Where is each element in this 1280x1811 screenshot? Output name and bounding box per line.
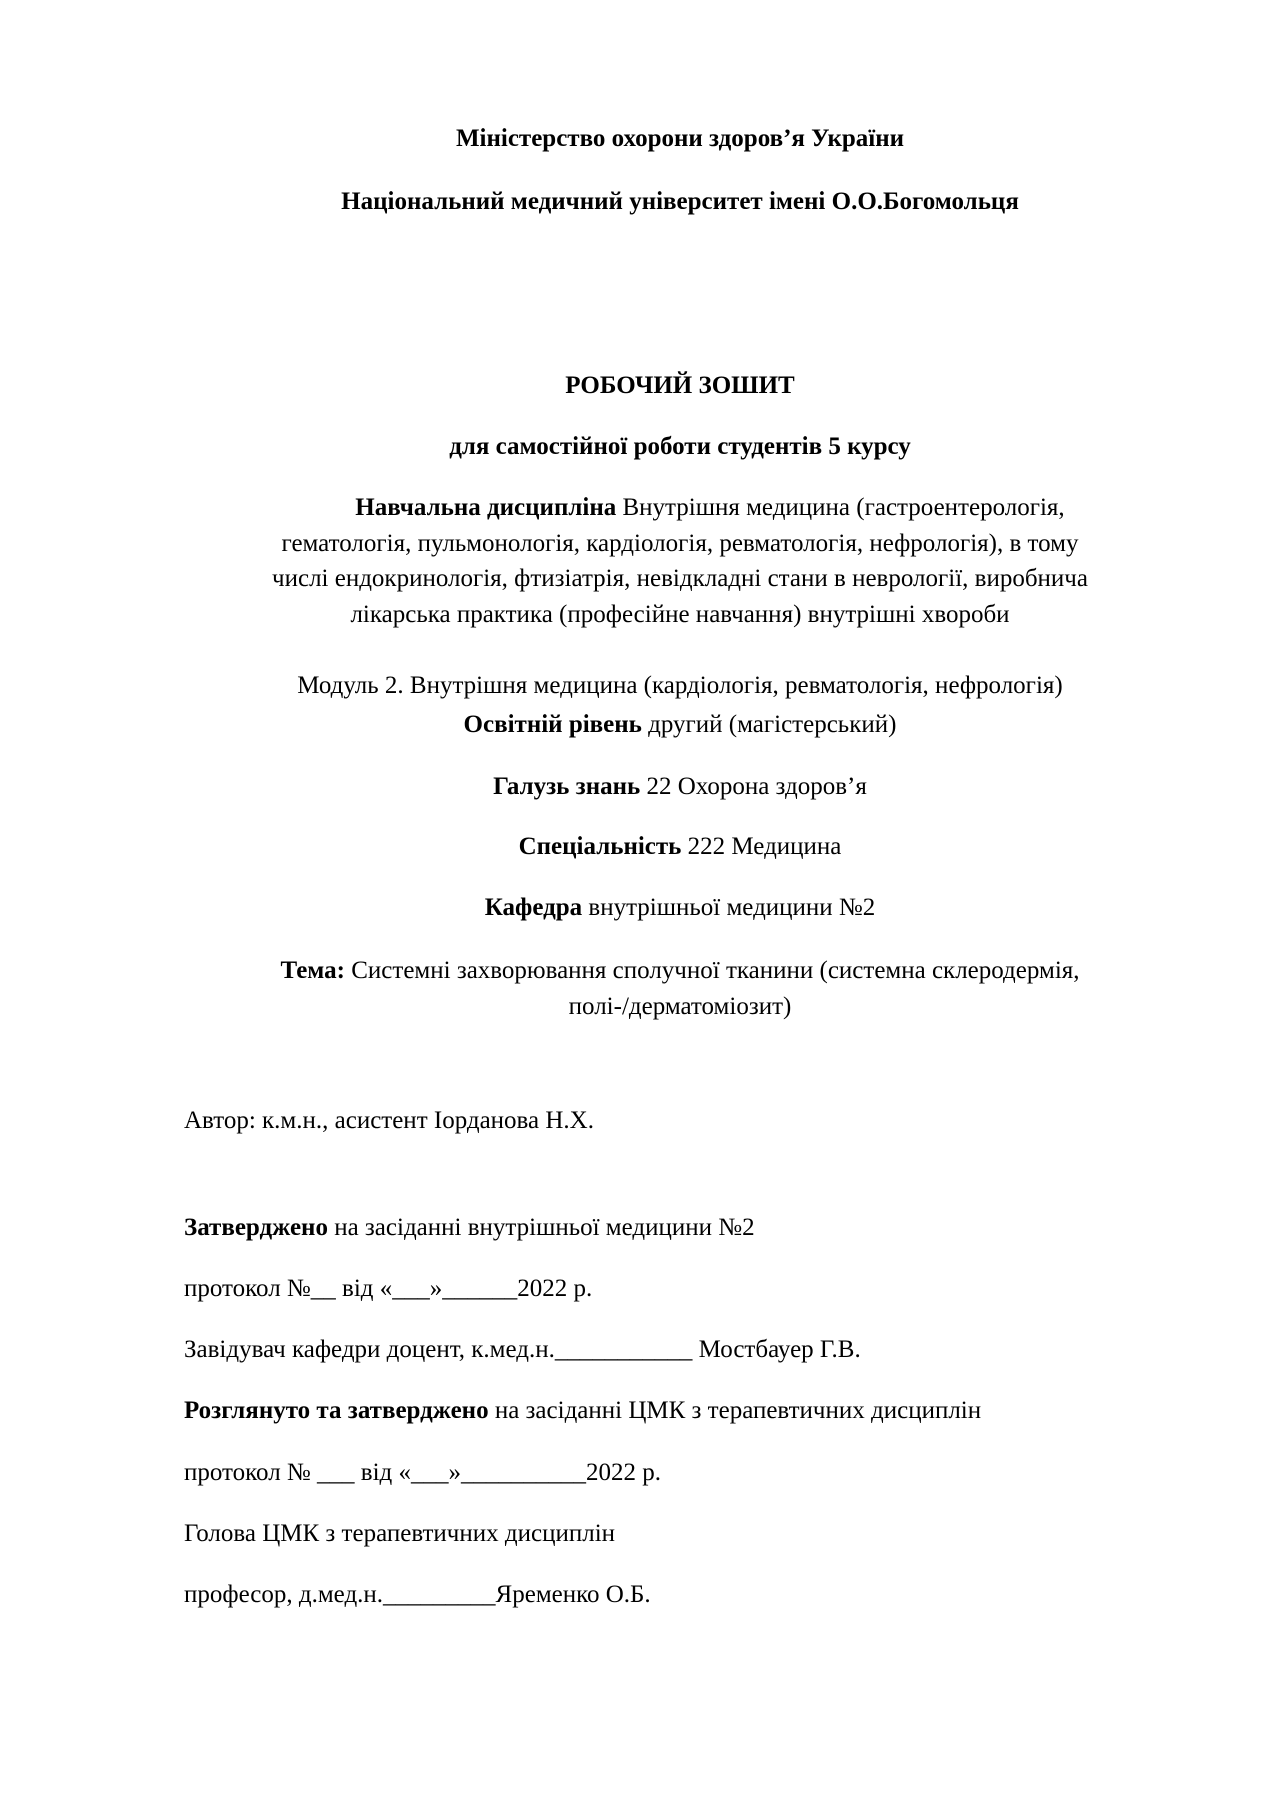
cmk-head-text-2: професор, д.мед.н._________Яременко О.Б. [184,1581,651,1608]
cmk-head-text-1: Голова ЦМК з терапевтичних дисциплін [184,1520,616,1547]
approval-text: на засіданні внутрішньої медицини №2 [334,1214,755,1241]
department-value: внутрішньої медицини №2 [588,894,876,921]
discipline-line-4: лікарська практика (професійне навчання) внутрішні хвороби [350,600,1010,628]
discipline-line-2: гематологія, пульмонологія, кардіологія, ревматологія, нефрологія), в тому [281,529,1079,557]
knowledge-field-label: Галузь знань [493,773,641,800]
knowledge-field-line [180,769,1180,805]
author-line [184,1103,594,1139]
approval-protocol-text: протокол №__ від «___»______2022 р. [184,1275,593,1302]
specialty-value: 222 Медицина [687,833,842,860]
topic-paragraph [180,953,1180,1024]
cmk-protocol-text: протокол № ___ від «___»__________2022 р. [184,1459,661,1486]
discipline-line-3: числі ендокринологія, фтизіатрія, невідкладні стани в неврології, виробнича [272,565,1088,592]
cmk-head-line-2 [184,1577,651,1613]
discipline-text-1: Внутрішня медицина (гастроентерологія, [622,494,1065,521]
topic-text-1: Системні захворювання сполучної тканини (системна склеродермія, [351,957,1080,984]
ministry-text: Міністерство охорони здоров’я України [455,125,905,152]
university-text: Національний медичний університет імені О.О.Богомольця [341,188,1019,215]
document-title [180,368,1180,404]
approval-label: Затверджено [184,1214,328,1241]
knowledge-field-value: 22 Охорона здоров’я [646,773,867,800]
education-level-label: Освітній рівень [463,711,642,738]
department-head-line [184,1332,861,1368]
discipline-label: Навчальна дисципліна [355,494,617,521]
cmk-approval-line [184,1393,981,1429]
discipline-paragraph [180,490,1180,632]
discipline-line-1 [180,490,1180,526]
specialty-label: Спеціальність [518,833,682,860]
cmk-head-line-1 [184,1516,615,1552]
cmk-approval-text: на засіданні ЦМК з терапевтичних дисциплін [494,1397,982,1424]
module-line [180,668,1180,704]
cmk-approval-label: Розглянуто та затверджено [184,1397,489,1424]
approval-line [184,1210,755,1246]
topic-line-1 [180,953,1180,989]
document-subtitle [180,429,1180,465]
approval-protocol-line [184,1271,592,1307]
title-text: РОБОЧИЙ ЗОШИТ [565,372,795,399]
department-head-text: Завідувач кафедри доцент, к.мед.н.___________ Мостбауер Г.В. [184,1336,861,1363]
department-label: Кафедра [484,894,583,921]
ministry-heading [180,121,1180,157]
topic-line-2: полі-/дерматоміозит) [568,992,792,1020]
education-level-line [180,707,1180,743]
module-text: Модуль 2. Внутрішня медицина (кардіологія, ревматологія, нефрологія) [297,672,1063,699]
department-line [180,890,1180,926]
cmk-protocol-line [184,1455,661,1491]
specialty-line [180,829,1180,865]
author-text: Автор: к.м.н., асистент Іорданова Н.Х. [184,1107,594,1134]
education-level-value: другий (магістерський) [648,711,897,738]
university-heading [180,184,1180,220]
subtitle-text: для самостійної роботи студентів 5 курсу [449,433,911,460]
topic-label: Тема: [280,957,345,984]
